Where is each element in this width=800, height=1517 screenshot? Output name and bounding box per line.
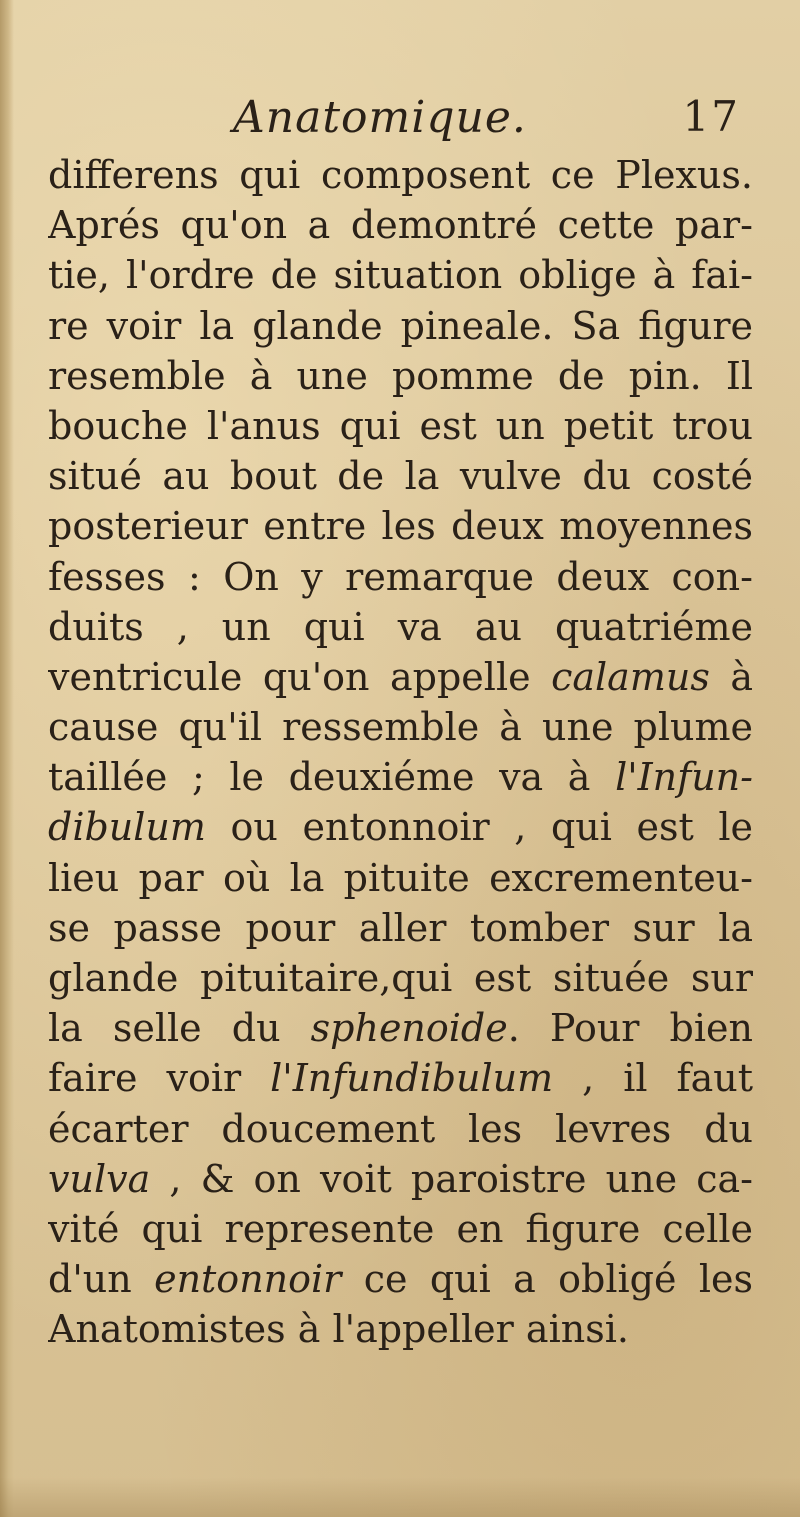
text-line <box>48 652 753 702</box>
text-segment: écarter doucement les levres du <box>48 1106 753 1151</box>
text-line <box>48 1003 753 1053</box>
text-line <box>48 552 753 602</box>
text-segment: fesses : On y remarque deux con- <box>48 554 753 599</box>
page-gutter-shadow <box>0 0 14 1517</box>
text-segment: Aprés qu'on a demontré cette par- <box>48 203 753 248</box>
text-line <box>48 150 753 200</box>
text-segment: d'un <box>48 1257 155 1302</box>
text-segment: ventricule qu'on appelle <box>48 654 552 699</box>
text-segment: la selle du <box>48 1006 311 1051</box>
text-segment: se passe pour aller tomber sur la <box>48 905 753 950</box>
text-segment: vité qui represente en figure celle <box>48 1206 753 1251</box>
running-title: Anatomique. <box>233 92 527 143</box>
text-segment: , il faut <box>553 1056 753 1101</box>
text-segment: resemble à une pomme de pin. Il <box>48 353 753 398</box>
text-segment: situé au bout de la vulve du costé <box>48 454 753 499</box>
text-line <box>48 802 753 852</box>
text-segment: ce qui a obligé les <box>341 1257 753 1302</box>
body-text <box>48 150 753 1355</box>
italic-term: calamus <box>551 654 710 699</box>
text-line <box>48 1204 753 1254</box>
italic-term: l'Infun- <box>615 755 753 800</box>
text-segment: bouche l'anus qui est un petit trou <box>48 403 753 448</box>
text-line <box>48 853 753 903</box>
text-line <box>48 1104 753 1154</box>
italic-term: vulva <box>48 1156 151 1201</box>
text-segment: Anatomistes à l'appeller ainsi. <box>48 1307 629 1352</box>
text-segment: faire voir <box>48 1056 271 1101</box>
page-bottom-shadow <box>0 1477 800 1517</box>
text-segment: posterieur entre les deux moyennes <box>48 504 753 549</box>
text-line <box>48 250 753 300</box>
text-segment: , & on voit paroistre une ca- <box>150 1156 753 1201</box>
italic-term: dibulum <box>48 805 206 850</box>
text-line <box>48 752 753 802</box>
running-head <box>48 92 748 152</box>
italic-term: entonnoir <box>154 1257 342 1302</box>
text-segment: cause qu'il ressemble à une plume <box>48 705 753 750</box>
text-segment: lieu par où la pituite excrementeu- <box>48 855 753 900</box>
text-line <box>48 953 753 1003</box>
text-segment: taillée ; le deuxiéme va à <box>48 755 616 800</box>
text-line <box>48 351 753 401</box>
text-segment: tie, l'ordre de situation oblige à fai- <box>48 253 753 298</box>
text-line <box>48 451 753 501</box>
text-segment: re voir la glande pineale. Sa figure <box>48 303 753 348</box>
text-line <box>48 1304 753 1354</box>
text-segment: duits , un qui va au quatriéme <box>48 604 753 649</box>
text-line <box>48 301 753 351</box>
text-line <box>48 401 753 451</box>
text-line <box>48 702 753 752</box>
text-segment: à <box>709 654 753 699</box>
page-number: 17 <box>682 92 740 141</box>
text-segment: differens qui composent ce Plexus. <box>48 153 753 197</box>
text-segment: ou entonnoir , qui est le <box>205 805 753 850</box>
text-line <box>48 200 753 250</box>
text-line <box>48 1053 753 1103</box>
italic-term: sphenoide <box>310 1006 508 1051</box>
italic-term: l'Infundibulum <box>270 1056 554 1101</box>
text-segment: glande pituitaire,qui est située sur <box>48 956 753 1000</box>
text-segment: . Pour bien <box>507 1006 753 1051</box>
text-line <box>48 1154 753 1204</box>
text-line <box>48 602 753 652</box>
text-line <box>48 1254 753 1304</box>
text-line <box>48 501 753 551</box>
text-line <box>48 903 753 953</box>
